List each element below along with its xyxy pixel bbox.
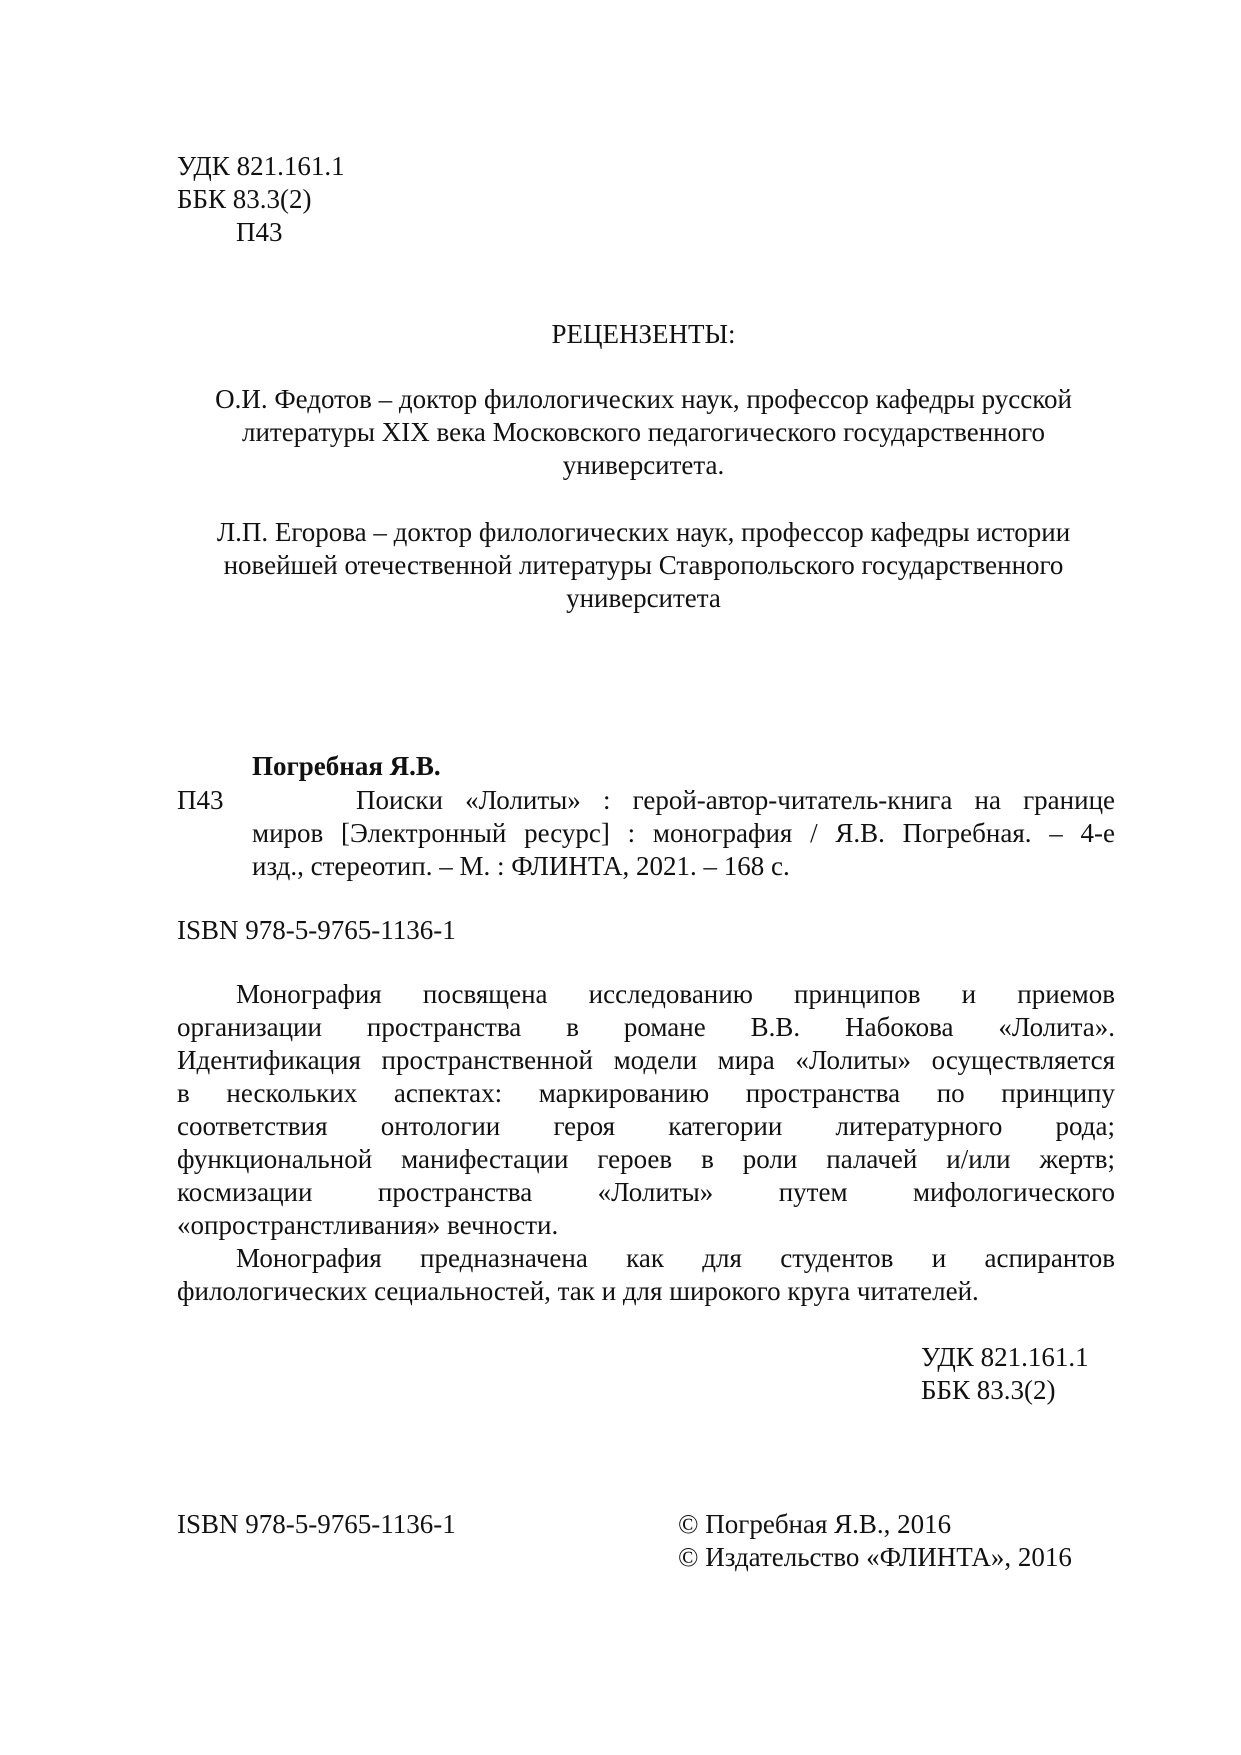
annotation-line: в нескольких аспектах: маркированию пространства по принципу [177, 1078, 1115, 1108]
reviewers-heading: РЕЦЕНЗЕНТЫ: [551, 319, 736, 349]
annotation-line: филологических сециальностей, так и для широкого круга читателей. [177, 1276, 979, 1306]
reviewer-line: новейшей отечественной литературы Ставропольского государственного [223, 550, 1064, 580]
bibliography-line: миров [Электронный ресурс] : монография / Я.В. Погребная. – 4-е [252, 818, 1115, 848]
reviewer-line: университета [566, 583, 721, 613]
annotation-line: «опространстливания» вечности. [177, 1210, 559, 1240]
bibliography-line: Поиски «Лолиты» : герой-автор-читатель-книга на границе [356, 785, 1115, 815]
bbk-code: ББК 83.3(2) [177, 184, 312, 214]
reviewer-line: Л.П. Егорова – доктор филологических наук, профессор кафедры истории [216, 517, 1071, 547]
annotation-line: космизации пространства «Лолиты» путем мифологического [177, 1177, 1115, 1207]
udk-code-bottom: УДК 821.161.1 [921, 1342, 1089, 1372]
copyright-author: © Погребная Я.В., 2016 [678, 1509, 952, 1539]
annotation-line: соответствия онтологии героя категории литературного рода; [177, 1111, 1115, 1141]
author-mark: П43 [236, 217, 283, 247]
copyright-publisher: © Издательство «ФЛИНТА», 2016 [678, 1542, 1072, 1572]
bibliography-author: Погребная Я.В. [252, 751, 441, 781]
isbn: ISBN 978-5-9765-1136-1 [177, 915, 456, 945]
bibliography-mark: П43 [177, 785, 224, 815]
udk-code: УДК 821.161.1 [177, 151, 345, 181]
reviewer-line: О.И. Федотов – доктор филологических наук, профессор кафедры русской [215, 384, 1072, 414]
annotation-line: организации пространства в романе В.В. Набокова «Лолита». [177, 1012, 1115, 1042]
bbk-code-bottom: ББК 83.3(2) [921, 1375, 1056, 1405]
reviewer-line: университета. [562, 450, 725, 480]
bibliography-line: изд., стереотип. – М. : ФЛИНТА, 2021. – 168 с. [252, 851, 790, 881]
annotation-line: Идентификация пространственной модели мира «Лолиты» осуществляется [177, 1045, 1115, 1075]
annotation-line: Монография предназначена как для студентов и аспирантов [236, 1243, 1115, 1273]
footer-isbn: ISBN 978-5-9765-1136-1 [177, 1509, 456, 1539]
annotation-line: функциональной манифестации героев в роли палачей и/или жертв; [177, 1144, 1115, 1174]
reviewer-line: литературы XIX века Московского педагогического государственного [241, 417, 1045, 447]
annotation-line: Монография посвящена исследованию принципов и приемов [236, 979, 1115, 1009]
